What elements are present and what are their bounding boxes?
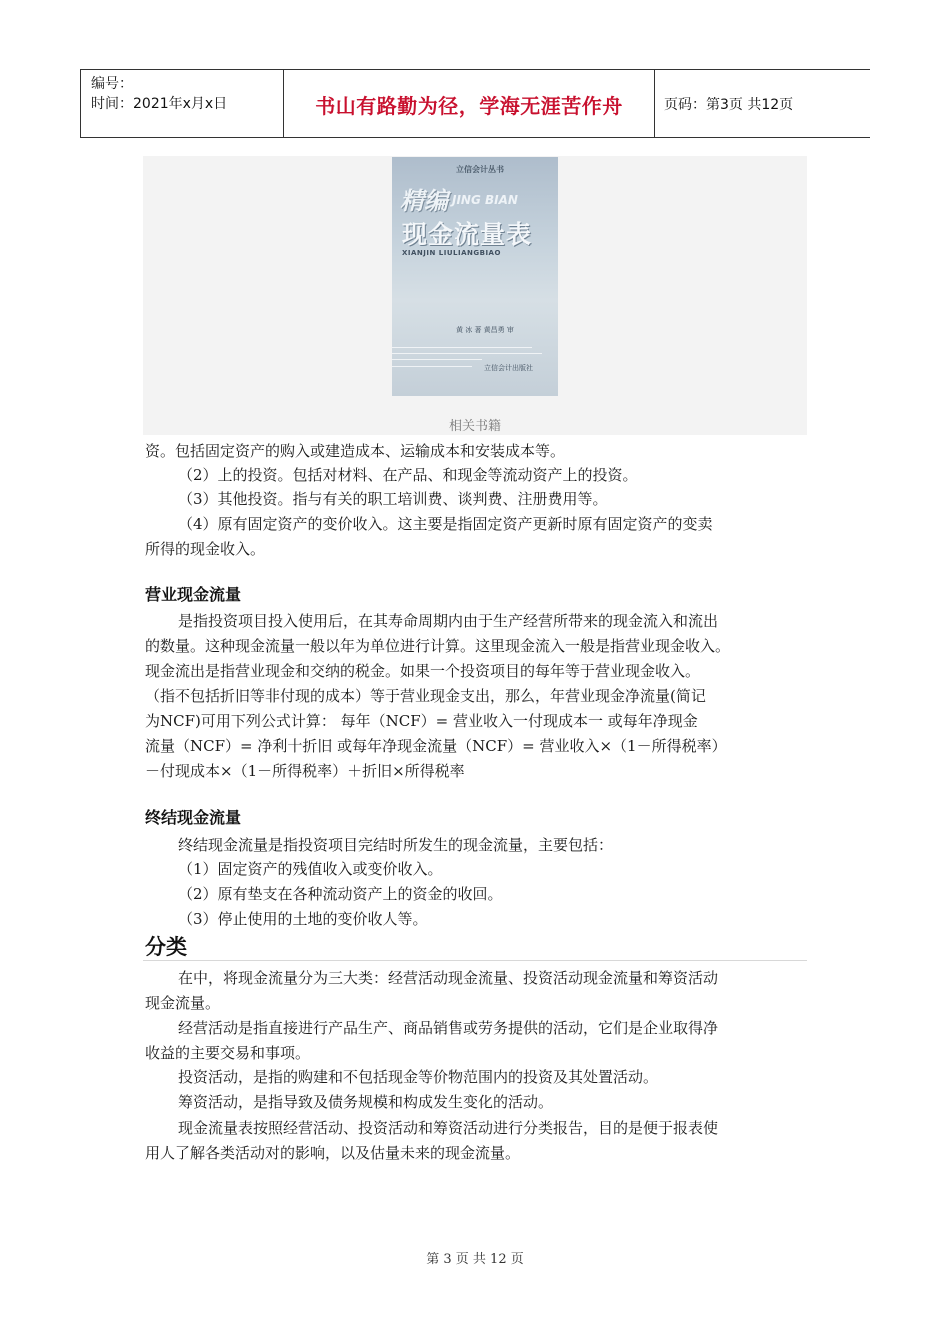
paragraph-line: 是指投资项目投入使用后，在其寿命周期内由于生产经营所带来的现金流入和流出 [178,612,719,630]
paragraph-line: （3）停止使用的土地的变价收人等。 [178,910,428,928]
section-heading-operating: 营业现金流量 [145,585,242,604]
header-page-info: 页码：第3页 共12页 [664,97,794,113]
cover-authors: 黄 冰 著 黄昌勇 审 [456,326,514,334]
section-divider [143,960,807,961]
paragraph-line: 终结现金流量是指投资项目完结时所发生的现金流量，主要包括： [178,836,614,854]
cover-jing-bian: 精编 [400,187,448,215]
paragraph-line: （3）其他投资。指与有关的职工培训费、谈判费、注册费用等。 [178,490,608,508]
paragraph-line: 流量（NCF）= 净利十折旧 或每年净现金流量（NCF）= 营业收入×（1－所得税率） [145,737,727,755]
cover-series: 立信会计丛书 [456,165,504,174]
paragraph-line: 投资活动，是指的购建和不包括现金等价物范围内的投资及其处置活动。 [178,1068,659,1086]
paragraph-line: 资。包括固定资产的购入或建造成本、运输成本和安装成本等。 [145,442,566,460]
header-meta [91,74,227,114]
header-divider [80,70,81,137]
section-heading-terminal: 终结现金流量 [145,808,242,827]
paragraph-line: 筹资活动，是指导致及债务规模和构成发生变化的活动。 [178,1093,554,1111]
paragraph-line: 所得的现金收入。 [145,540,266,558]
page-header-table [80,69,870,138]
paragraph-line: 用人了解各类活动对的影响，以及估量未来的现金流量。 [145,1144,521,1162]
cover-swoosh [392,366,472,367]
paragraph-line: （2）原有垫支在各种流动资产上的资金的收回。 [178,885,503,903]
cover-swoosh [392,353,542,354]
figure-caption: 相关书籍 [448,419,501,434]
number-label: 编号： [91,76,133,92]
book-cover-image[interactable] [392,157,558,396]
paragraph-line: 经营活动是指直接进行产品生产、商品销售或劳务提供的活动，它们是企业取得净 [178,1019,719,1037]
paragraph-line: －付现成本×（1－所得税率）＋折旧×所得税率 [145,762,465,780]
paragraph-line: （1）固定资产的残值收入或变价收入。 [178,860,443,878]
cover-swoosh [392,359,482,360]
cover-publisher: 立信会计出版社 [484,364,533,372]
paragraph-line: 在中，将现金流量分为三大类：经营活动现金流量、投资活动现金流量和筹资活动 [178,969,719,987]
paragraph-line: （4）原有固定资产的变价收入。这主要是指固定资产更新时原有固定资产的变卖 [178,515,713,533]
cover-title: 现金流量表 [402,220,533,249]
paragraph-line: 现金流量。 [145,994,221,1012]
paragraph-line: 现金流出是指营业现金和交纳的税金。如果一个投资项目的每年等于营业现金收入。 [145,662,701,680]
paragraph-line: 收益的主要交易和事项。 [145,1044,311,1062]
page-footer: 第 3 页 共 12 页 [426,1252,524,1267]
header-motto: 书山有路勤为径，学海无涯苦作舟 [315,94,623,118]
paragraph-line: （2）上的投资。包括对材料、在产品、和现金等流动资产上的投资。 [178,466,638,484]
paragraph-line: 的数量。这种现金流量一般以年为单位进行计算。这里现金流入一般是指营业现金收入。 [145,637,731,655]
paragraph-line: 现金流量表按照经营活动、投资活动和筹资活动进行分类报告，目的是便于报表使 [178,1119,719,1137]
cover-pinyin: XIANJIN LIULIANGBIAO [402,249,501,257]
cover-jing-bian-en: JING BIAN [452,193,518,207]
cover-swoosh [392,347,532,348]
header-divider [654,70,655,137]
paragraph-line: （指不包括折旧等非付现的成本）等于营业现金支出，那么，年营业现金净流量(简记 [145,687,706,705]
paragraph-line: 为NCF)可用下列公式计算： 每年（NCF）= 营业收入一付现成本一 或每年净现金 [145,712,698,730]
section-heading-classify: 分类 [145,935,187,959]
time-label: 时间：2021年x月x日 [91,96,228,112]
